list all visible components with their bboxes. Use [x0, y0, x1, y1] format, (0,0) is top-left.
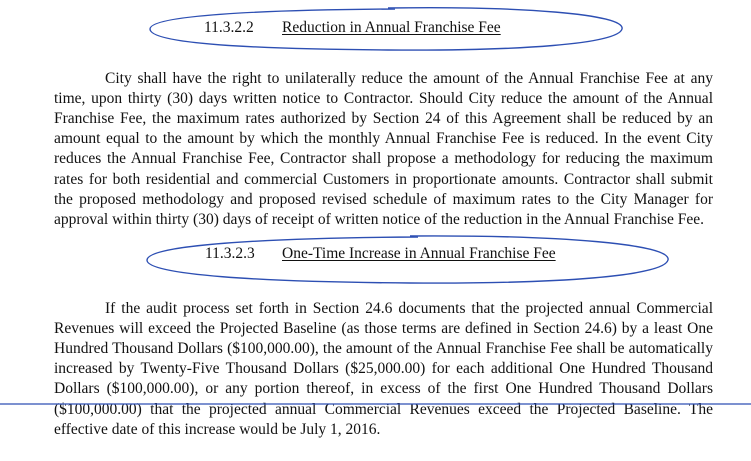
section-heading-11-3-2-3 — [205, 245, 556, 263]
section-title: Reduction in Annual Franchise Fee — [282, 19, 501, 36]
section-body-paragraph: City shall have the right to unilaterally reduce the amount of the Annual Franchise Fee at any time, upon thirty (30) days written notice to Contractor. Should City reduce the amount of the Annual Franchise Fee, the maximum rates authorized by Section 24 of this Agreement shall be reduced by an amount equal to the amount by which the monthly Annual Franchise Fee is reduced. In the event City reduces the Annual Franchise Fee, Contractor shall propose a methodology for reducing the maximum rates for both residential and commercial Customers in proportionate amounts. Contractor shall submit the proposed methodology and proposed revised schedule of maximum rates to the City Manager for approval within thirty (30) days of receipt of written notice of the reduction in the Annual Franchise Fee. — [54, 69, 713, 228]
section-title: One-Time Increase in Annual Franchise Fee — [282, 245, 556, 262]
section-heading-11-3-2-2 — [204, 19, 501, 37]
section-number: 11.3.2.2 — [204, 19, 254, 36]
section-number: 11.3.2.3 — [205, 245, 255, 262]
section-body-paragraph: If the audit process set forth in Section 24.6 documents that the projected annual Commercial Revenues will exceed the Projected Baseline (as those terms are defined in Section 24.6) by a least One Hundred Thousand Dollars ($100,000.00), the amount of the Annual Franchise Fee shall be automatically increased by Twenty-Five Thousand Dollars ($25,000.00) for each additional One Hundred Thousand Dollars ($100,000.00), or any portion thereof, in excess of the first One Hundred Thousand Dollars ($100,000.00) that the projected annual Commercial Revenues exceed the Projected Baseline. The effective date of this increase would be July 1, 2016. — [54, 299, 713, 438]
